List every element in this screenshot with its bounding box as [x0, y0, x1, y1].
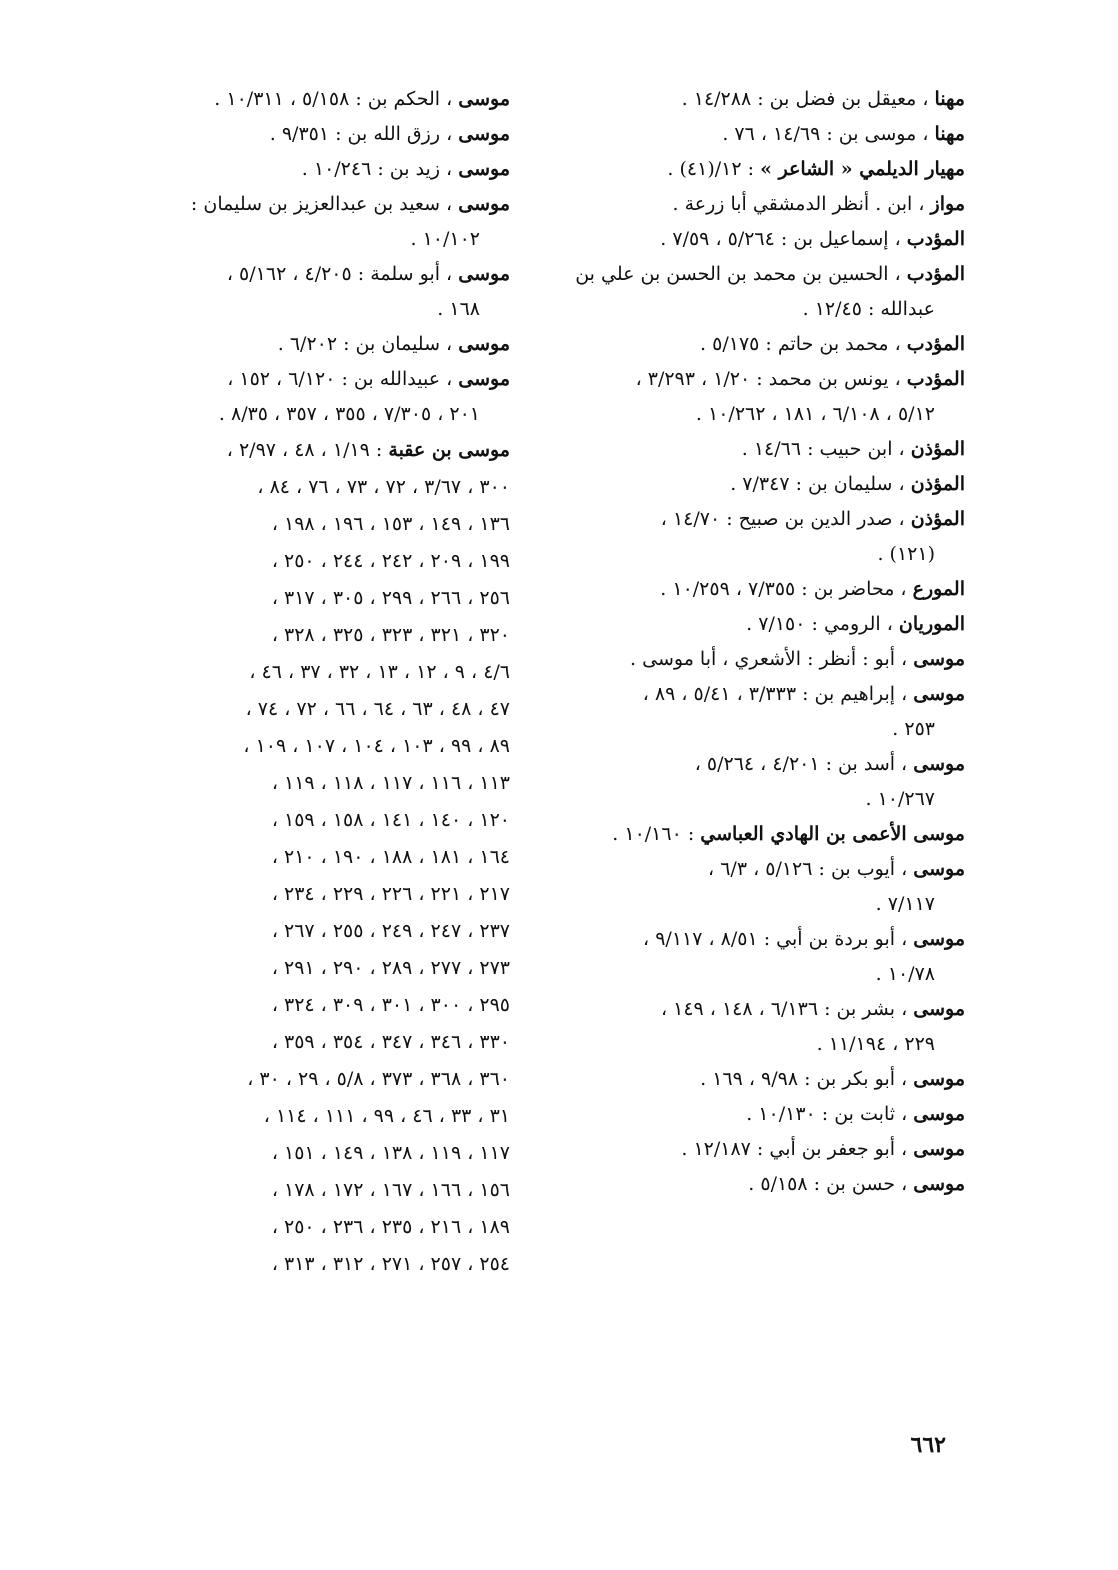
entry-references: ، ابن حبيب : ١٤/٦٦ . [741, 438, 905, 460]
right-index-column [560, 82, 965, 1202]
entry-continuation: (١٢١) . [877, 543, 935, 565]
reference-line: ٢٣٧ ، ٢٤٧ ، ٢٤٩ ، ٢٥٥ ، ٢٦٧ ، [271, 920, 510, 942]
entry-references: ، أبو بردة بن أبي : ٨/٥١ ، ٩/١١٧ ، [643, 928, 908, 950]
entry-name: المورع [912, 578, 965, 600]
entry-name: موسى [458, 88, 510, 110]
entry-name: المؤدب [906, 263, 965, 285]
entry-references: ، أبو بكر بن : ٩/٩٨ ، ١٦٩ . [700, 1068, 908, 1090]
reference-line: ١٢٠ ، ١٤٠ ، ١٤١ ، ١٥٨ ، ١٥٩ ، [271, 809, 510, 831]
index-entry [560, 327, 965, 362]
entry-references: : ١٢/(٤١) . [667, 158, 755, 180]
entry-references: ، أبو : أنظر : الأشعري ، أبا موسى . [630, 648, 908, 670]
entry-name: المؤدب [906, 368, 965, 390]
entry-references: ، سعيد بن عبدالعزيز بن سليمان : [190, 193, 453, 215]
reference-line: ٣٣٠ ، ٣٤٦ ، ٣٤٧ ، ٣٥٤ ، ٣٥٩ ، [271, 1031, 510, 1053]
reference-line: ١١٧ ، ١١٩ ، ١٣٨ ، ١٤٩ ، ١٥١ ، [271, 1142, 510, 1164]
entry-continuation: ١٠/١٠٢ . [410, 228, 480, 250]
entry-references: ، الرومي : ٧/١٥٠ . [746, 613, 893, 635]
index-entry [560, 152, 965, 187]
entry-references: ، بشر بن : ٦/١٣٦ ، ١٤٨ ، ١٤٩ ، [660, 998, 908, 1020]
reference-line: ١٨٩ ، ٢١٦ ، ٢٣٥ ، ٢٣٦ ، ٢٥٠ ، [271, 1216, 510, 1238]
index-entry [560, 117, 965, 152]
entry-name: موسى [458, 158, 510, 180]
entry-references: ، الحكم بن : ٥/١٥٨ ، ١٠/٣١١ . [214, 88, 453, 110]
entry-name: موسى [458, 333, 510, 355]
entry-name: موسى [458, 368, 510, 390]
page-number: ٦٦٢ [910, 1432, 946, 1458]
reference-line: ٢٩٥ ، ٣٠٠ ، ٣٠١ ، ٣٠٩ ، ٣٢٤ ، [271, 994, 510, 1016]
entry-references: ، إبراهيم بن : ٣/٣٣٣ ، ٥/٤١ ، ٨٩ ، [642, 683, 908, 705]
entry-name: موسى [913, 683, 965, 705]
entry-name: موسى [913, 928, 965, 950]
index-entry [560, 1097, 965, 1132]
entry-name: المؤدب [906, 228, 965, 250]
entry-references: ، الحسين بن محمد بن الحسن بن علي بن [575, 263, 901, 285]
index-entry [108, 82, 510, 117]
entry-references: ، موسى بن : ١٤/٦٩ ، ٧٦ . [722, 123, 929, 145]
entry-references: ، سليمان بن : ٦/٢٠٢ . [277, 333, 453, 355]
reference-line: ٤/٦ ، ٩ ، ١٢ ، ١٣ ، ٣٢ ، ٣٧ ، ٤٦ ، [249, 661, 510, 683]
entry-name: موسى [913, 858, 965, 880]
index-entry [560, 362, 965, 432]
entry-name: موسى [913, 648, 965, 670]
entry-references: ، زيد بن : ١٠/٢٤٦ . [301, 158, 453, 180]
entry-name: مهنا [934, 123, 965, 145]
left-column-entries [108, 82, 510, 432]
entry-name: الموريان [898, 613, 965, 635]
index-entry [560, 1062, 965, 1097]
entry-name: المؤذن [910, 508, 965, 530]
entry-name: موسى [913, 1173, 965, 1195]
reference-line: ٢٧٣ ، ٢٧٧ ، ٢٨٩ ، ٢٩٠ ، ٢٩١ ، [271, 957, 510, 979]
reference-line: ٣١ ، ٣٣ ، ٤٦ ، ٩٩ ، ١١١ ، ١١٤ ، [263, 1105, 510, 1127]
entry-references: ، أبو سلمة : ٤/٢٠٥ ، ٥/١٦٢ ، [226, 263, 453, 285]
entry-continuation: ١٦٨ . [437, 298, 480, 320]
entry-continuation: ١٠/٢٦٧ . [865, 788, 935, 810]
entry-name: موسى [913, 1103, 965, 1125]
index-entry [560, 1167, 965, 1202]
index-entry [108, 362, 510, 432]
entry-continuation: ٧/١١٧ . [875, 893, 935, 915]
entry-name: المؤدب [906, 333, 965, 355]
entry-name: موسى [458, 263, 510, 285]
index-entry [560, 852, 965, 922]
entry-references: ، ابن . أنظر الدمشقي أبا زرعة . [672, 193, 925, 215]
entry-name: المؤذن [910, 473, 965, 495]
entry-references: ، عبيدالله بن : ٦/١٢٠ ، ١٥٢ ، [227, 368, 453, 390]
index-entry [560, 187, 965, 222]
reference-line: ٤٧ ، ٤٨ ، ٦٣ ، ٦٤ ، ٦٦ ، ٧٢ ، ٧٤ ، [245, 698, 510, 720]
entry-name: موسى [913, 998, 965, 1020]
entry-references: : ١٠/١٦٠ . [612, 823, 695, 845]
reference-lines [108, 469, 510, 1283]
index-entry-first-line [108, 432, 510, 469]
entry-name: موسى [913, 1138, 965, 1160]
index-entry [560, 607, 965, 642]
index-entry [560, 992, 965, 1062]
index-entry [560, 677, 965, 747]
index-entry [560, 1132, 965, 1167]
index-entry [560, 817, 965, 852]
reference-line: ١٩٩ ، ٢٠٩ ، ٢٤٢ ، ٢٤٤ ، ٢٥٠ ، [271, 550, 510, 572]
entry-continuation: ١٠/٧٨ . [875, 963, 935, 985]
index-entry [560, 642, 965, 677]
index-entry [108, 257, 510, 327]
entry-references: ، أسد بن : ٤/٢٠١ ، ٥/٢٦٤ ، [694, 753, 908, 775]
entry-references: ، أبو جعفر بن أبي : ١٢/١٨٧ . [681, 1138, 908, 1160]
reference-line: ٢٥٤ ، ٢٥٧ ، ٢٧١ ، ٣١٢ ، ٣١٣ ، [271, 1253, 510, 1275]
entry-continuation: عبدالله : ١٢/٤٥ . [802, 298, 935, 320]
index-entry [560, 502, 965, 572]
entry-name: مهيار الديلمي « الشاعر » [760, 158, 965, 180]
entry-references: ، صدر الدين بن صبيح : ١٤/٧٠ ، [660, 508, 905, 530]
entry-references: ، معيقل بن فضل بن : ١٤/٢٨٨ . [681, 88, 929, 110]
index-entry [560, 747, 965, 817]
reference-line: ١٣٦ ، ١٤٩ ، ١٥٣ ، ١٩٦ ، ١٩٨ ، [271, 513, 510, 535]
reference-line: ٣٠٠ ، ٣/٦٧ ، ٧٢ ، ٧٣ ، ٧٦ ، ٨٤ ، [257, 476, 510, 498]
reference-line: ٨٩ ، ٩٩ ، ١٠٣ ، ١٠٤ ، ١٠٧ ، ١٠٩ ، [243, 735, 510, 757]
entry-continuation: ٥/١٢ ، ٦/١٠٨ ، ١٨١ ، ١٠/٢٦٢ . [695, 403, 935, 425]
index-entry [560, 922, 965, 992]
reference-line: ١٦٤ ، ١٨١ ، ١٨٨ ، ١٩٠ ، ٢١٠ ، [271, 846, 510, 868]
entry-name: موسى [913, 753, 965, 775]
reference-line: ٢١٧ ، ٢٢١ ، ٢٢٦ ، ٢٢٩ ، ٢٣٤ ، [271, 883, 510, 905]
entry-references: ، حسن بن : ٥/١٥٨ . [748, 1173, 908, 1195]
entry-references: ، يونس بن محمد : ١/٢٠ ، ٣/٢٩٣ ، [635, 368, 901, 390]
reference-line: ١١٣ ، ١١٦ ، ١١٧ ، ١١٨ ، ١١٩ ، [271, 772, 510, 794]
entry-references: ، ثابت بن : ١٠/١٣٠ . [746, 1103, 908, 1125]
index-entry [560, 257, 965, 327]
index-entry [560, 467, 965, 502]
index-entry [560, 82, 965, 117]
entry-name: موسى بن عقبة [388, 439, 510, 461]
reference-line: ١٥٦ ، ١٦٦ ، ١٦٧ ، ١٧٢ ، ١٧٨ ، [271, 1179, 510, 1201]
index-entry [108, 152, 510, 187]
entry-name: مهنا [934, 88, 965, 110]
reference-line: ٣٦٠ ، ٣٦٨ ، ٣٧٣ ، ٥/٨ ، ٢٩ ، ٣٠ ، [247, 1068, 510, 1090]
index-entry [560, 432, 965, 467]
left-index-column [108, 82, 510, 1283]
entry-continuation: ٢٥٣ . [892, 718, 935, 740]
entry-references: : ١/١٩ ، ٤٨ ، ٢/٩٧ ، [226, 439, 383, 461]
index-entry [560, 222, 965, 257]
entry-name: موسى [458, 193, 510, 215]
entry-references: ، رزق الله بن : ٩/٣٥١ . [269, 123, 453, 145]
entry-name: مواز [930, 193, 965, 215]
entry-references: ، محاضر بن : ٧/٣٥٥ ، ١٠/٢٥٩ . [660, 578, 907, 600]
musa-ibn-uqba-entry [108, 432, 510, 1283]
entry-references: ، سليمان بن : ٧/٣٤٧ . [730, 473, 905, 495]
reference-line: ٢٥٦ ، ٢٦٦ ، ٢٩٩ ، ٣٠٥ ، ٣١٧ ، [271, 587, 510, 609]
entry-continuation: ٢٢٩ ، ١١/١٩٤ . [816, 1033, 935, 1055]
entry-references: ، إسماعيل بن : ٥/٢٦٤ ، ٧/٥٩ . [660, 228, 901, 250]
entry-continuation: ٢٠١ ، ٧/٣٠٥ ، ٣٥٥ ، ٣٥٧ ، ٨/٣٥ . [218, 403, 480, 425]
index-entry [108, 117, 510, 152]
entry-name: موسى الأعمى بن الهادي العباسي [700, 823, 965, 845]
index-entry [560, 572, 965, 607]
entry-name: موسى [458, 123, 510, 145]
entry-name: المؤذن [910, 438, 965, 460]
reference-line: ٣٢٠ ، ٣٢١ ، ٣٢٣ ، ٣٢٥ ، ٣٢٨ ، [271, 624, 510, 646]
entry-references: ، أيوب بن : ٥/١٢٦ ، ٦/٣ ، [708, 858, 908, 880]
index-entry [108, 327, 510, 362]
index-entry [108, 187, 510, 257]
entry-name: موسى [913, 1068, 965, 1090]
entry-references: ، محمد بن حاتم : ٥/١٧٥ . [700, 333, 901, 355]
